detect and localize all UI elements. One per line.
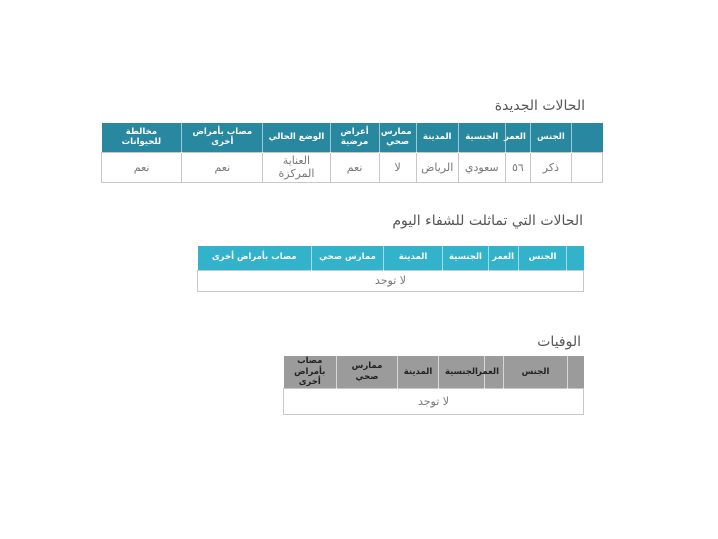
header-symptoms: أعراض مرضية (330, 123, 379, 152)
cell-animal-contact: نعم (102, 152, 182, 182)
table-row (198, 270, 584, 291)
header-other-diseases: مصاب بأمراض أخرى (284, 356, 337, 388)
cell-other-diseases: نعم (182, 152, 263, 182)
empty-message: لا توجد (198, 270, 584, 291)
cell-symptoms: نعم (330, 152, 379, 182)
cell-gender: ذكر (530, 152, 571, 182)
recovered-title: الحالات التي تماثلت للشفاء اليوم (392, 213, 583, 229)
header-other-diseases: مصاب بأمراض أخرى (182, 123, 263, 152)
header-gender: الجنس (504, 356, 568, 388)
cell-city: الرياض (416, 152, 458, 182)
table-row (284, 388, 584, 414)
cell-age: ٥٦ (505, 152, 530, 182)
header-city: المدينة (384, 246, 443, 270)
deaths-title: الوفيات (537, 334, 581, 350)
table-row (102, 152, 603, 182)
header-other-diseases: مصاب بأمراض أخرى (198, 246, 312, 270)
cell-current-status: العناية المركزة (263, 152, 330, 182)
header-nationality: الجنسية (458, 123, 505, 152)
header-nationality: الجنسية (439, 356, 485, 388)
cell-health-practitioner: لا (379, 152, 416, 182)
header-city: المدينة (398, 356, 439, 388)
header-current-status: الوضع الحالي (263, 123, 330, 152)
header-nationality: الجنسية (443, 246, 489, 270)
spacer-cell (568, 356, 584, 388)
header-health-practitioner: ممارس صحي (379, 123, 416, 152)
header-health-practitioner: ممارس صحي (337, 356, 398, 388)
cell-nationality: سعودي (458, 152, 505, 182)
spacer-cell (571, 123, 602, 152)
header-animal-contact: مخالطة للحيوانات (102, 123, 182, 152)
header-age: العمر (489, 246, 519, 270)
new-cases-title: الحالات الجديدة (494, 98, 585, 114)
header-health-practitioner: ممارس صحي (312, 246, 384, 270)
header-age: العمر (485, 356, 504, 388)
deaths-table (283, 356, 584, 415)
new-cases-table (101, 123, 603, 183)
header-city: المدينة (416, 123, 458, 152)
recovered-header-row (198, 246, 584, 270)
header-age: العمر (505, 123, 530, 152)
spacer-cell (571, 152, 602, 182)
new-cases-header-row (102, 123, 603, 152)
recovered-table (197, 246, 584, 292)
header-gender: الجنس (530, 123, 571, 152)
empty-message: لا توجد (284, 388, 584, 414)
spacer-cell (567, 246, 584, 270)
header-gender: الجنس (519, 246, 567, 270)
deaths-header-row (284, 356, 584, 388)
